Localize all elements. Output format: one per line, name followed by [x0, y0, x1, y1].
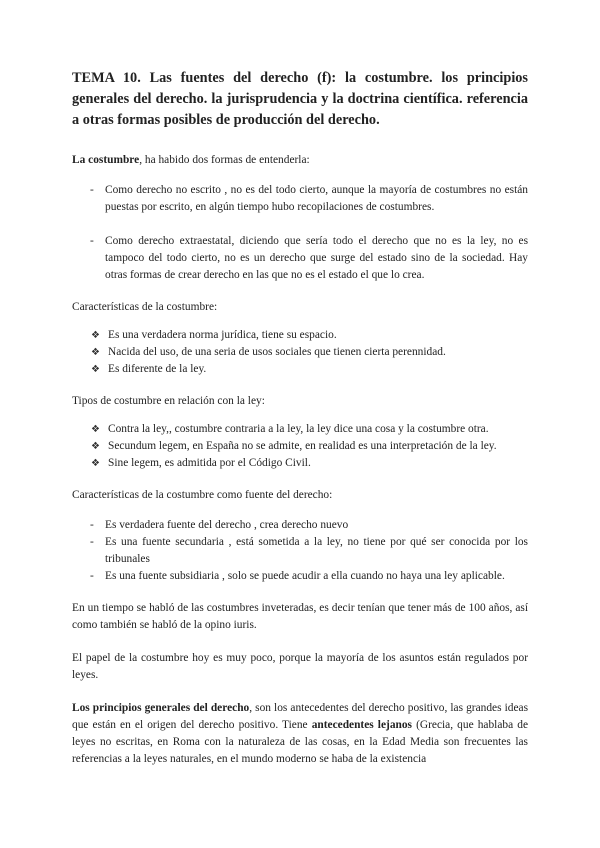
principles-bold: Los principios generales del derecho	[72, 702, 250, 714]
document-title: TEMA 10. Las fuentes del derecho (f): la costumbre. los principios generales del derecho. la jurisprudencia y la doctrina científica. referencia a otras formas posibles de producción del derecho.	[72, 70, 528, 128]
characteristics-list	[72, 327, 528, 378]
list-item	[72, 455, 528, 472]
diamond-bullet-icon: ❖	[91, 424, 100, 435]
diamond-bullet-icon: ❖	[91, 347, 100, 358]
list-item	[72, 344, 528, 361]
forms-list	[72, 182, 528, 284]
dash-bullet: -	[90, 536, 94, 548]
paragraph-inveteradas: En un tiempo se habló de las costumbres inveteradas, es decir tenían que tener más de 100 años, así como también se habló de la opino iuris.	[72, 602, 528, 631]
list-item-text: Es diferente de la ley.	[108, 363, 207, 375]
list-item-text: Como derecho no escrito , no es del todo cierto, aunque la mayoría de costumbres no están puestas por escrito, en algún tiempo hubo recopilaciones de costumbres.	[105, 184, 528, 213]
dash-bullet: -	[90, 570, 94, 582]
principles-text-1: , son los antecedentes del derecho positivo, las grandes ideas que están en el origen del derecho positivo. Tiene	[72, 702, 528, 731]
intro-bold: La costumbre	[72, 154, 140, 166]
intro-paragraph	[72, 152, 528, 169]
list-item-text: Nacida del uso, de una seria de usos sociales que tienen cierta perennidad.	[108, 346, 446, 358]
antecedentes-bold: antecedentes lejanos	[311, 719, 412, 731]
intro-text: , ha habido dos formas de entenderla:	[139, 154, 310, 166]
diamond-bullet-icon: ❖	[91, 330, 100, 341]
dash-bullet: -	[90, 184, 94, 196]
list-item-text: Secundum legem, en España no se admite, en realidad es una interpretación de la ley.	[108, 440, 497, 452]
characteristics-heading: Características de la costumbre:	[72, 301, 218, 313]
principles-text-2: (Grecia, que hablaba de leyes no escritas, en Roma con la naturaleza de las cosas, en la Edad Media son frecuentes las referencias a la leyes naturales, en el mundo moderno se haba de la existencia	[72, 719, 529, 765]
dash-bullet: -	[90, 519, 94, 531]
list-item-text: Sine legem, es admitida por el Código Civil.	[108, 457, 311, 469]
list-item-text: Es una fuente secundaria , está sometida a la ley, no tiene por qué ser conocida por los tribunales	[105, 536, 528, 565]
list-item	[72, 568, 528, 585]
list-item-text: Es una fuente subsidiaria , solo se puede acudir a ella cuando no haya una ley aplicable.	[105, 570, 505, 582]
list-item-text: Como derecho extraestatal, diciendo que sería todo el derecho que no es la ley, no es tampoco del todo cierto, no es un derecho que surge del estado sino de la sociedad. Hay otras formas de crear derecho en las que no es el estado el que lo crea.	[105, 235, 528, 281]
principles-paragraph	[72, 700, 528, 768]
list-item	[72, 327, 528, 344]
source-heading: Características de la costumbre como fuente del derecho:	[72, 489, 333, 501]
list-item	[72, 182, 528, 216]
diamond-bullet-icon: ❖	[91, 441, 100, 452]
list-item-text: Es una verdadera norma jurídica, tiene su espacio.	[108, 329, 337, 341]
dash-bullet: -	[90, 235, 94, 247]
list-item-text: Es verdadera fuente del derecho , crea derecho nuevo	[105, 519, 349, 531]
list-item	[72, 517, 528, 534]
source-characteristics-list	[72, 517, 528, 585]
list-item	[72, 438, 528, 455]
diamond-bullet-icon: ❖	[91, 364, 100, 375]
list-item-text: Contra la ley,, costumbre contraria a la ley, la ley dice una cosa y la costumbre otra.	[108, 423, 489, 435]
types-heading: Tipos de costumbre en relación con la ley:	[72, 395, 265, 407]
paragraph-papel: El papel de la costumbre hoy es muy poco, porque la mayoría de los asuntos están regulados por leyes.	[72, 652, 528, 681]
list-item	[72, 421, 528, 438]
list-item	[72, 233, 528, 284]
types-list	[72, 421, 528, 472]
diamond-bullet-icon: ❖	[91, 458, 100, 469]
list-item	[72, 534, 528, 568]
list-item	[72, 361, 528, 378]
